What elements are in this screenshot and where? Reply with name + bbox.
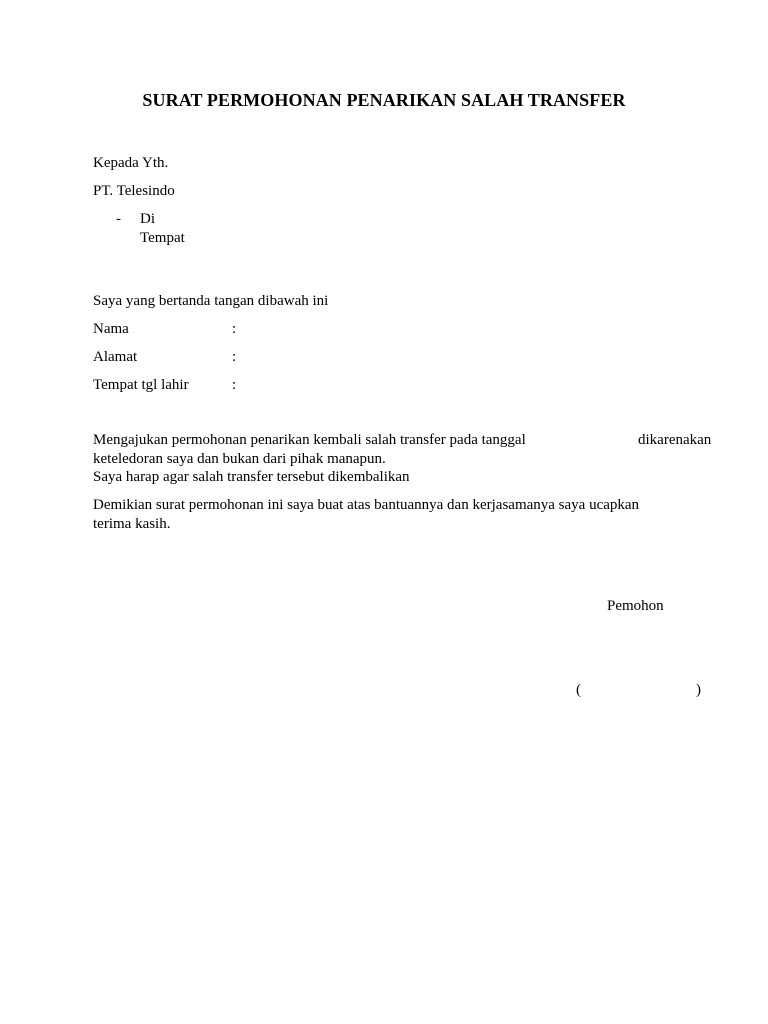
signature-close-paren: ) [696,682,701,698]
recipient-salutation: Kepada Yth. [93,155,169,171]
body-line2: keteledoran saya dan bukan dari pihak manapun. [93,451,386,467]
closing-line2: terima kasih. [93,516,171,532]
field-label-nama: Nama [93,321,129,337]
recipient-dash: - [116,211,121,227]
field-label-tempat-tgl-lahir: Tempat tgl lahir [93,377,189,393]
field-colon-tempat-tgl-lahir: : [232,377,237,393]
body-line1-part2: dikarenakan [638,432,712,448]
field-colon-nama: : [232,321,237,337]
signature-open-paren: ( [576,682,581,698]
recipient-location-line1: Di [140,211,155,227]
body-line1-part1: Mengajukan permohonan penarikan kembali salah transfer pada tanggal [93,432,526,448]
recipient-company: PT. Telesindo [93,183,175,199]
recipient-location-line2: Tempat [140,230,185,246]
field-label-alamat: Alamat [93,349,138,365]
field-colon-alamat: : [232,349,237,365]
letter-title: SURAT PERMOHONAN PENARIKAN SALAH TRANSFER [142,90,626,110]
closing-line1: Demikian surat permohonan ini saya buat atas bantuannya dan kerjasamanya saya ucapkan [93,497,640,513]
body-line3: Saya harap agar salah transfer tersebut dikembalikan [93,469,410,485]
signature-role: Pemohon [607,598,664,614]
intro-text: Saya yang bertanda tangan dibawah ini [93,293,329,309]
